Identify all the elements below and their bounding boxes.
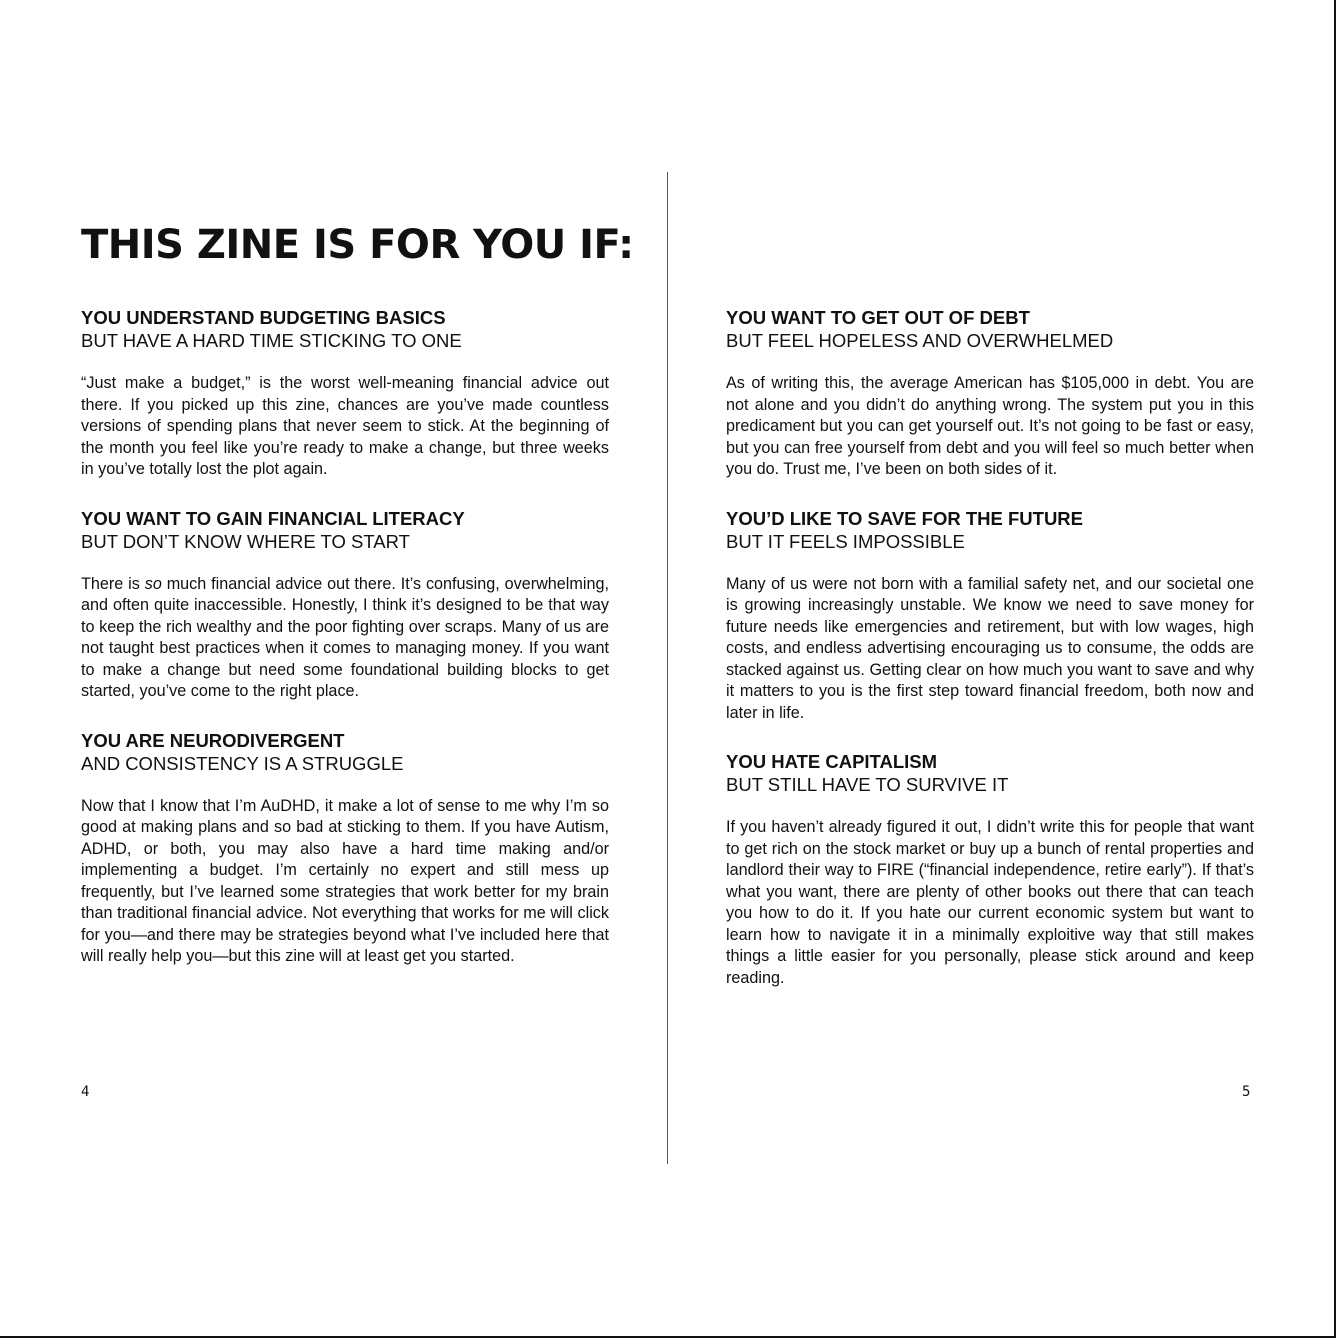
page-title: THIS ZINE IS FOR YOU IF:	[81, 222, 634, 268]
body-text-end: much financial advice out there. It’s confusing, overwhelming, and often quite inaccessible. Honestly, I think it’s designed to be that way to keep the rich wealthy and the poor fighting over scraps. Many of us are not taught best practices when it comes to managing money. If you want to make a change but need some foundational building blocks to get started, you’ve come to the right place.	[81, 574, 609, 700]
section-financial-literacy	[81, 507, 609, 703]
section-subheading: BUT FEEL HOPELESS AND OVERWHELMED	[726, 330, 1114, 351]
section-budgeting-basics	[81, 306, 609, 481]
section-debt	[726, 306, 1254, 481]
section-subheading: BUT DON’T KNOW WHERE TO START	[81, 530, 410, 552]
body-emphasis: so	[144, 574, 162, 593]
section-body: Many of us were not born with a familial safety net, and our societal one is growing increasingly unstable. We know we need to save money for future needs like emergencies and retirement, but with low wages, high costs, and endless advertising encouraging us to consume, the odds are stacked against us. Getting clear on how much you want to save and why it matters to you is the first step toward financial freedom, both now and later in life.	[726, 574, 1254, 722]
section-body: “Just make a budget,” is the worst well-meaning financial advice out there. If you picked up this zine, chances are you’ve made countless versions of spending plans that never seem to stick. At the beginning of the month you feel like you’re ready to make a change, but three weeks in you’ve totally lost the plot again.	[81, 374, 609, 478]
section-subheading: BUT HAVE A HARD TIME STICKING TO ONE	[81, 330, 462, 351]
section-capitalism	[726, 750, 1254, 989]
section-body: As of writing this, the average American has $105,000 in debt. You are not alone and you didn’t do anything wrong. The system put you in this predicament but you can get yourself out. It’s not going to be fast or easy, but you can free yourself from debt and you will feel so much better when you do. Trust me, I’ve been on both sides of it.	[726, 374, 1254, 478]
section-heading: YOU UNDERSTAND BUDGETING BASICS	[81, 307, 446, 328]
right-page	[726, 306, 1254, 1015]
section-heading: YOU WANT TO GET OUT OF DEBT	[726, 307, 1030, 328]
section-body: Now that I know that I’m AuDHD, it make a lot of sense to me why I’m so good at making plans and so bad at sticking to them. If you have Autism, ADHD, or both, you may also have a hard time making and/or implementing a budget. I’m certainly no expert and still mess up frequently, but I’ve learned some strategies that work better for my brain than traditional financial advice. Not everything that works for me will click for you—and there may be strategies beyond what I’ve included here that will really help you—but this zine will at least get you started.	[81, 796, 609, 965]
left-page	[81, 222, 634, 994]
section-subheading: AND CONSISTENCY IS A STRUGGLE	[81, 752, 404, 774]
page-number-left: 4	[81, 1084, 90, 1100]
section-body	[81, 574, 609, 703]
body-text-start: There is	[81, 574, 145, 593]
section-heading: YOU WANT TO GAIN FINANCIAL LITERACY	[81, 507, 465, 529]
section-heading: YOU’D LIKE TO SAVE FOR THE FUTURE	[726, 507, 1084, 529]
page-number-right: 5	[1242, 1084, 1251, 1100]
section-neurodivergent	[81, 729, 609, 968]
section-body: If you haven’t already figured it out, I didn’t write this for people that want to get rich on the stock market or buy up a bunch of rental properties and landlord their way to FIRE (“financial independence, retire early”). If that’s what you want, there are plenty of other books out there that can teach you how to do it. If you hate our current economic system but want to learn how to navigate it in a minimally exploitive way that still makes things a little easier for you personally, please stick around and keep reading.	[726, 818, 1254, 987]
center-gutter-divider	[667, 172, 668, 1164]
section-heading: YOU HATE CAPITALISM	[726, 751, 938, 772]
section-subheading: BUT STILL HAVE TO SURVIVE IT	[726, 774, 1009, 795]
section-save-future	[726, 507, 1254, 725]
section-subheading: BUT IT FEELS IMPOSSIBLE	[726, 530, 965, 552]
section-heading: YOU ARE NEURODIVERGENT	[81, 729, 345, 751]
